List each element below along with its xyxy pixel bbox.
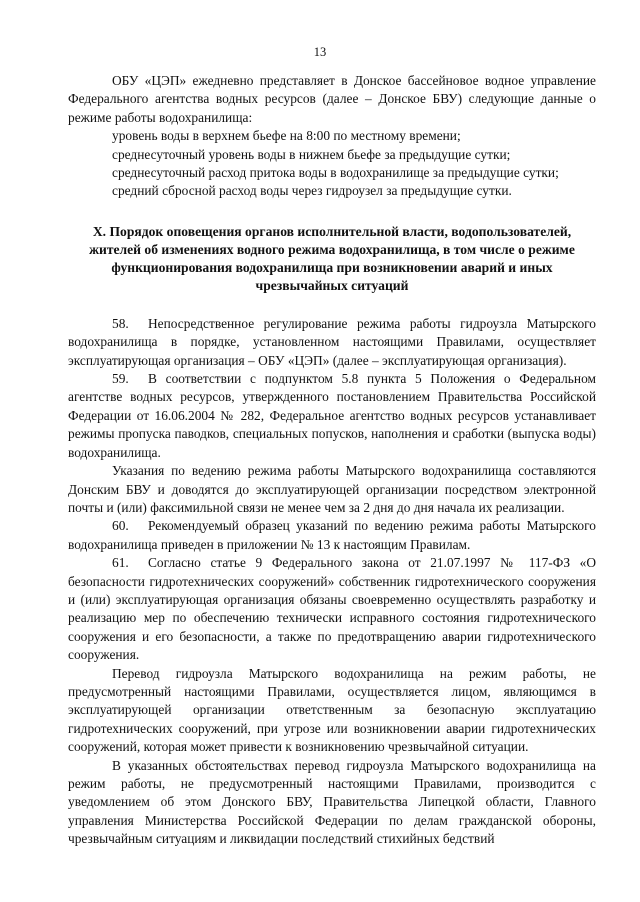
paragraph-text: В указанных обстоятельствах перевод гидроузла Матырского водохранилища на режим работы, не предусмотренный настоящими Правилами, производится с уведомлением об этом Донского БВУ, Правительства Липецкой области, Главного управления Министерства Российской Федерации по делам гражданской обороны, чрезвычайным ситуациям и ликвидации последствий стихийных бедствий (68, 757, 596, 847)
paragraph-text: Перевод гидроузла Матырского водохранилища на режим работы, не предусмотренный настоящими Правилами, осуществляется лицом, являющимся в эксплуатирующей организации ответственным за безопасную эксплуатацию гидротехнических сооружений, при угрозе или возникновении аварии гидротехнических сооружений, которая может привести к возникновению чрезвычайной ситуации. (68, 665, 596, 755)
paragraph-61-continuation-1 (68, 665, 596, 757)
section-heading: X. Порядок оповещения органов исполнительной власти, водопользователей, жителей об изменениях водного режима водохранилища, в том числе о режиме функционирования водохранилища при возникновении аварий и иных чрезвычайных ситуаций (89, 223, 575, 293)
list-item: уровень воды в верхнем бьефе на 8:00 по местному времени; (112, 128, 461, 144)
paragraph-text: Рекомендуемый образец указаний по ведению режима работы Матырского водохранилища приведен в приложении № 13 к настоящим Правилам. (68, 518, 596, 552)
page-number: 13 (313, 45, 327, 59)
list-item: среднесуточный уровень воды в нижнем бьефе за предыдущие сутки; (112, 146, 511, 162)
paragraph-number: 58. (112, 315, 129, 331)
paragraph-number: 59. (112, 371, 129, 387)
paragraph-number: 60. (112, 518, 129, 534)
intro-paragraph: ОБУ «ЦЭП» ежедневно представляет в Донское бассейновое водное управление Федерального агентства водных ресурсов (далее – Донское БВУ) следующие данные о режиме работы водохранилища: (68, 73, 596, 125)
list-item: среднесуточный расход притока воды в водохранилище за предыдущие сутки; (112, 165, 559, 181)
paragraph-text: Согласно статье 9 Федерального закона от 21.07.1997 № 117-ФЗ «О безопасности гидротехнических сооружений» собственник гидротехнического сооружения и (или) эксплуатирующая организация обязаны своевременно осуществлять разработку и реализацию мер по обеспечению технически исправного состояния гидротехнического сооружения и его безопасности, а также по предотвращению аварии гидротехнического сооружения. (68, 555, 596, 663)
list-item: средний сбросной расход воды через гидроузел за предыдущие сутки. (112, 183, 512, 199)
paragraph-number: 61. (112, 555, 129, 571)
paragraph-text: Указания по ведению режима работы Матырского водохранилища составляются Донским БВУ и доводятся до эксплуатирующей организации посредством электронной почты и (или) факсимильной связи не менее чем за 2 дня до дня начала их реализации. (68, 463, 596, 515)
paragraph-text: В соответствии с подпунктом 5.8 пункта 5 Положения о Федеральном агентстве водных ресурсов, утвержденного постановлением Правительства Российской Федерации от 16.06.2004 № 282, Федеральное агентство водных ресурсов устанавливает режимы пропуска паводков, специальных попусков, наполнения и сработки (выпуска воды) водохранилища. (68, 371, 596, 460)
page-content (68, 72, 596, 849)
paragraph-59 (68, 370, 596, 462)
paragraph-58 (68, 315, 596, 370)
paragraph-59-continuation (68, 462, 596, 517)
paragraph-61 (68, 554, 596, 664)
paragraph-60 (68, 517, 596, 554)
paragraph-61-continuation-2 (68, 757, 596, 849)
paragraph-text: Непосредственное регулирование режима работы гидроузла Матырского водохранилища в порядке, установленном настоящими Правилами, осуществляет эксплуатирующая организация – ОБУ «ЦЭП» (далее – эксплуатирующая организация). (68, 315, 596, 368)
